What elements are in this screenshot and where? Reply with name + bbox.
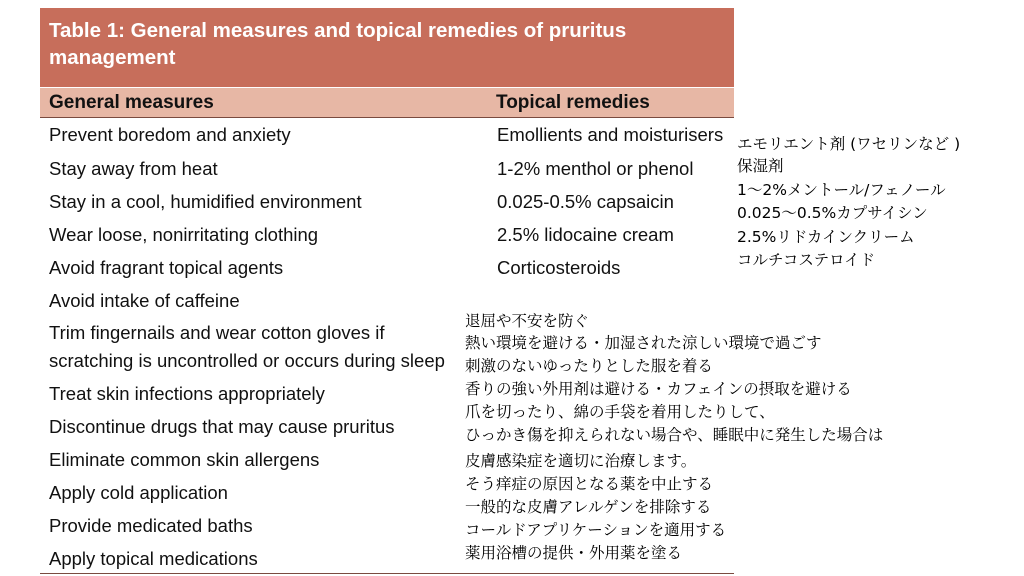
topical-remedy-item: 0.025-0.5% capsaicin xyxy=(497,191,674,212)
general-measure-item: Wear loose, nonirritating clothing xyxy=(49,224,319,245)
jp-general-note: 爪を切ったり、綿の手袋を着用したりして、 xyxy=(465,403,775,421)
column-header-topical: Topical remedies xyxy=(496,92,650,113)
general-measure-item: Avoid intake of caffeine xyxy=(49,290,240,311)
jp-general-note: 退屈や不安を防ぐ xyxy=(465,312,590,330)
jp-general-note: 皮膚感染症を適切に治療します。 xyxy=(465,452,697,470)
jp-topical-note: コルチコステロイド xyxy=(737,251,876,269)
column-header-general: General measures xyxy=(49,92,214,113)
jp-topical-note: 1～2%メントール/フェノール xyxy=(737,181,946,199)
jp-topical-note: 2.5%リドカインクリーム xyxy=(737,228,915,246)
table-bottom-rule xyxy=(40,573,734,574)
jp-general-note: 一般的な皮膚アレルゲンを排除する xyxy=(465,498,712,516)
jp-general-note: 熱い環境を避ける・加湿された涼しい環境で過ごす xyxy=(465,334,822,352)
jp-topical-note: エモリエント剤 (ワセリンなど ) xyxy=(737,135,961,153)
jp-general-note: そう痒症の原因となる薬を中止する xyxy=(465,475,714,493)
general-measure-item: Eliminate common skin allergens xyxy=(49,449,320,470)
general-measure-item: Treat skin infections appropriately xyxy=(49,383,325,404)
jp-general-note: 刺激のないゆったりとした服を着る xyxy=(465,357,713,375)
table-title-band xyxy=(40,8,734,87)
general-measure-item: Stay in a cool, humidified environment xyxy=(49,191,362,212)
jp-general-note: 香りの強い外用剤は避ける・カフェインの摂取を避ける xyxy=(465,380,852,398)
general-measure-item: Prevent boredom and anxiety xyxy=(49,124,291,145)
general-measure-item: Discontinue drugs that may cause pruritus xyxy=(49,416,395,437)
topical-remedy-item: Emollients and moisturisers xyxy=(497,124,724,145)
general-measure-item: Provide medicated baths xyxy=(49,515,253,536)
general-measure-item: scratching is uncontrolled or occurs during sleep xyxy=(49,350,445,371)
topical-remedy-item: Corticosteroids xyxy=(497,257,621,278)
jp-general-note: ひっかき傷を抑えられない場合や、睡眠中に発生した場合は xyxy=(465,426,884,444)
general-measure-item: Apply topical medications xyxy=(49,548,258,569)
topical-remedy-item: 2.5% lidocaine cream xyxy=(497,224,674,245)
jp-topical-note: 保湿剤 xyxy=(737,157,784,175)
jp-general-note: コールドアプリケーションを適用する xyxy=(465,521,727,539)
general-measure-item: Avoid fragrant topical agents xyxy=(49,257,284,278)
topical-remedy-item: 1-2% menthol or phenol xyxy=(497,158,694,179)
table-header-row xyxy=(40,88,734,118)
table-title: Table 1: General measures and topical remedies of pruritus management xyxy=(49,19,627,69)
general-measure-item: Apply cold application xyxy=(49,482,228,503)
general-measure-item: Stay away from heat xyxy=(49,158,218,179)
jp-topical-note: 0.025～0.5%カプサイシン xyxy=(737,204,928,222)
jp-general-note: 薬用浴槽の提供・外用薬を塗る xyxy=(465,544,683,562)
general-measure-item: Trim fingernails and wear cotton gloves if xyxy=(49,322,385,343)
